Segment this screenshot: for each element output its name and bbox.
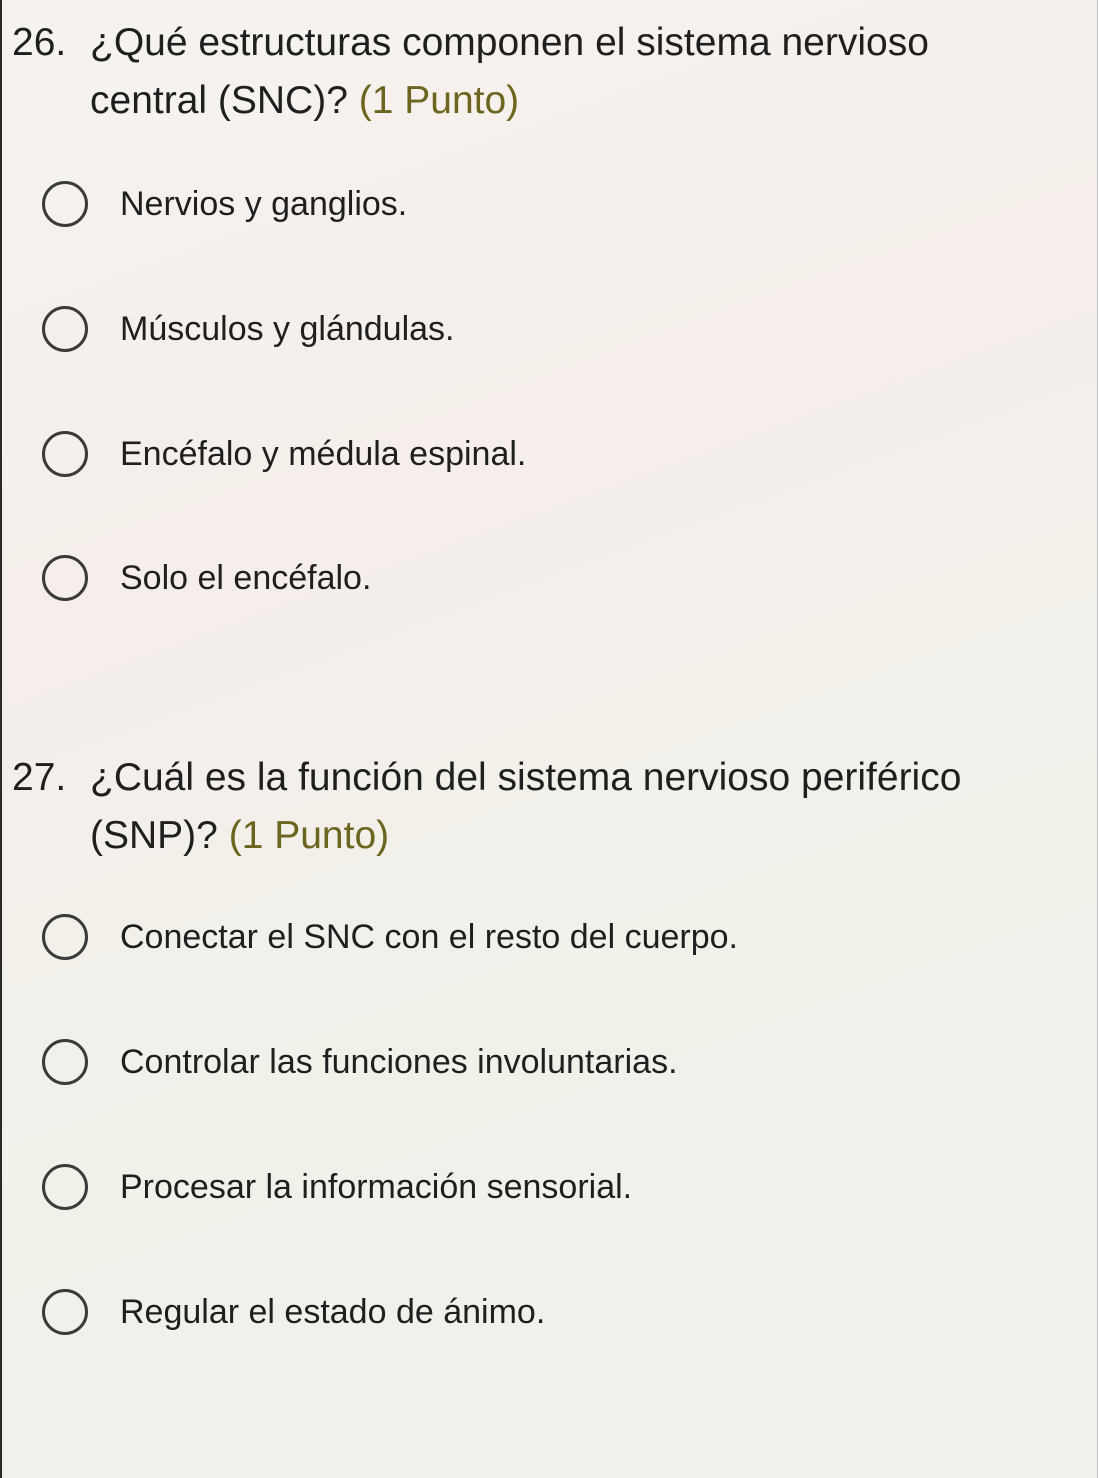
question-text-line1: ¿Qué estructuras componen el sistema nervioso: [90, 21, 929, 64]
option-q26-d[interactable]: [42, 551, 371, 605]
radio-button-icon[interactable]: [42, 1039, 88, 1085]
question-number: 26.: [12, 21, 67, 64]
question-27: [12, 749, 1068, 865]
option-label: Nervios y ganglios.: [120, 184, 408, 223]
question-points: (1 Punto): [228, 814, 390, 857]
radio-button-icon[interactable]: [42, 306, 88, 352]
question-title: [12, 14, 1068, 72]
option-q26-c[interactable]: [42, 427, 526, 481]
option-label: Procesar la información sensorial.: [120, 1167, 633, 1206]
option-label: Solo el encéfalo.: [120, 558, 372, 597]
radio-button-icon[interactable]: [42, 431, 88, 477]
question-title-cont: [12, 72, 1068, 130]
question-26: [12, 14, 1068, 130]
question-title: [12, 749, 1068, 807]
option-label: Regular el estado de ánimo.: [120, 1292, 546, 1331]
left-border: [0, 0, 2, 1478]
radio-button-icon[interactable]: [42, 181, 88, 227]
question-text-line2: central (SNC)?: [90, 79, 348, 122]
option-q27-c[interactable]: [42, 1160, 632, 1214]
option-q26-b[interactable]: [42, 302, 455, 356]
option-q26-a[interactable]: [42, 177, 407, 231]
radio-button-icon[interactable]: [42, 1289, 88, 1335]
question-number: 27.: [12, 756, 67, 799]
question-text-line1: ¿Cuál es la función del sistema nervioso periférico: [90, 756, 962, 799]
radio-button-icon[interactable]: [42, 1164, 88, 1210]
option-label: Controlar las funciones involuntarias.: [120, 1042, 678, 1081]
radio-button-icon[interactable]: [42, 914, 88, 960]
option-q27-a[interactable]: [42, 910, 738, 964]
question-points: (1 Punto): [358, 79, 520, 122]
question-title-cont: [12, 807, 1068, 865]
option-label: Músculos y glándulas.: [120, 309, 455, 348]
option-label: Conectar el SNC con el resto del cuerpo.: [120, 917, 738, 956]
option-q27-d[interactable]: [42, 1285, 545, 1339]
option-label: Encéfalo y médula espinal.: [120, 434, 527, 473]
option-q27-b[interactable]: [42, 1035, 678, 1089]
radio-button-icon[interactable]: [42, 555, 88, 601]
question-text-line2: (SNP)?: [90, 814, 218, 857]
